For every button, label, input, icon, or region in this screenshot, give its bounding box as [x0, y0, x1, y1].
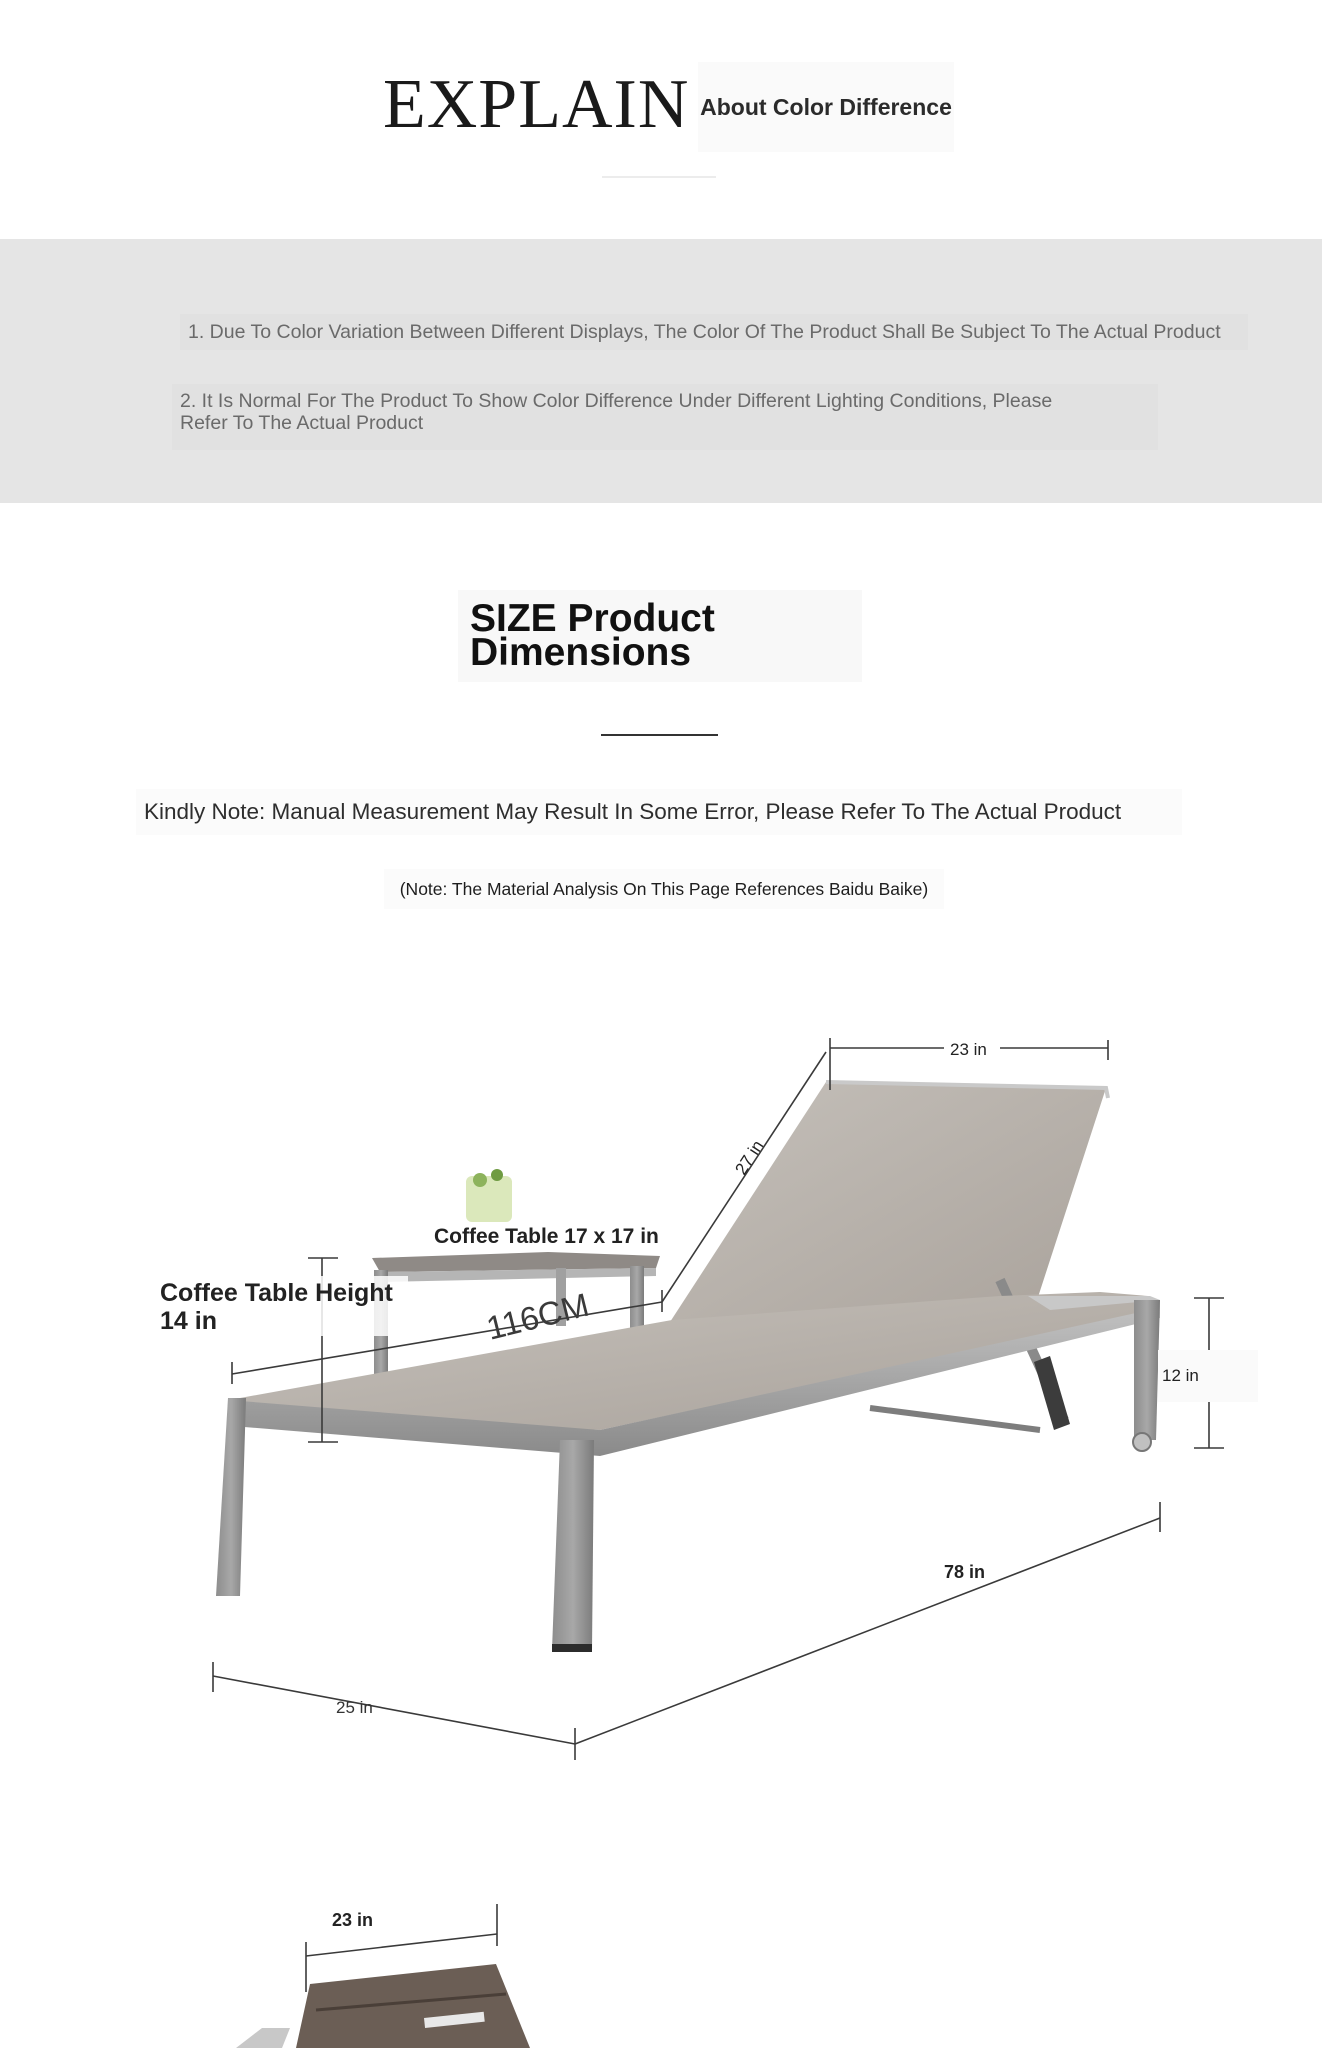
size-title: [458, 590, 862, 682]
size-divider: [601, 734, 718, 736]
reference-note: (Note: The Material Analysis On This Page References Baidu Baike): [384, 869, 944, 909]
color-notes-band: [0, 239, 1322, 503]
explain-logo: EXPLAIN: [383, 66, 690, 143]
color-note-2: [172, 384, 1158, 450]
size-title-line2: Dimensions: [470, 631, 692, 674]
header-divider: [602, 176, 716, 178]
total-length-label: 78 in: [944, 1562, 986, 1582]
table-height-label-line2: 14 in: [160, 1307, 217, 1335]
second-product-diagram: [236, 1904, 530, 2048]
table-height-label-line1: Coffee Table Height: [160, 1279, 393, 1307]
measurement-note: Kindly Note: Manual Measurement May Result In Some Error, Please Refer To The Actual Product: [136, 789, 1182, 835]
color-note-2-line2: Refer To The Actual Product: [180, 412, 424, 434]
lounger-frame: [216, 1292, 1160, 1652]
total-width-label: 25 in: [336, 1698, 373, 1717]
leg-height-label: 12 in: [1162, 1366, 1199, 1385]
second-width-label: 23 in: [332, 1910, 374, 1930]
lounger-dimension-diagram: [0, 990, 1322, 2048]
back-length-label: 27 in: [731, 1136, 768, 1179]
size-title-line1: SIZE Product: [470, 597, 715, 640]
color-note-2-line1: 2. It Is Normal For The Product To Show Color Difference Under Different Lighting Conditions, Please: [180, 390, 1053, 412]
table-size-label: Coffee Table 17 x 17 in: [434, 1225, 659, 1248]
back-width-label: 23 in: [950, 1040, 987, 1059]
color-note-1: 1. Due To Color Variation Between Different Displays, The Color Of The Product Shall Be Subject To The Actual Product: [180, 314, 1248, 350]
section-subtitle: About Color Difference: [698, 62, 954, 152]
seat-depth-label: 116CM: [482, 1285, 593, 1347]
